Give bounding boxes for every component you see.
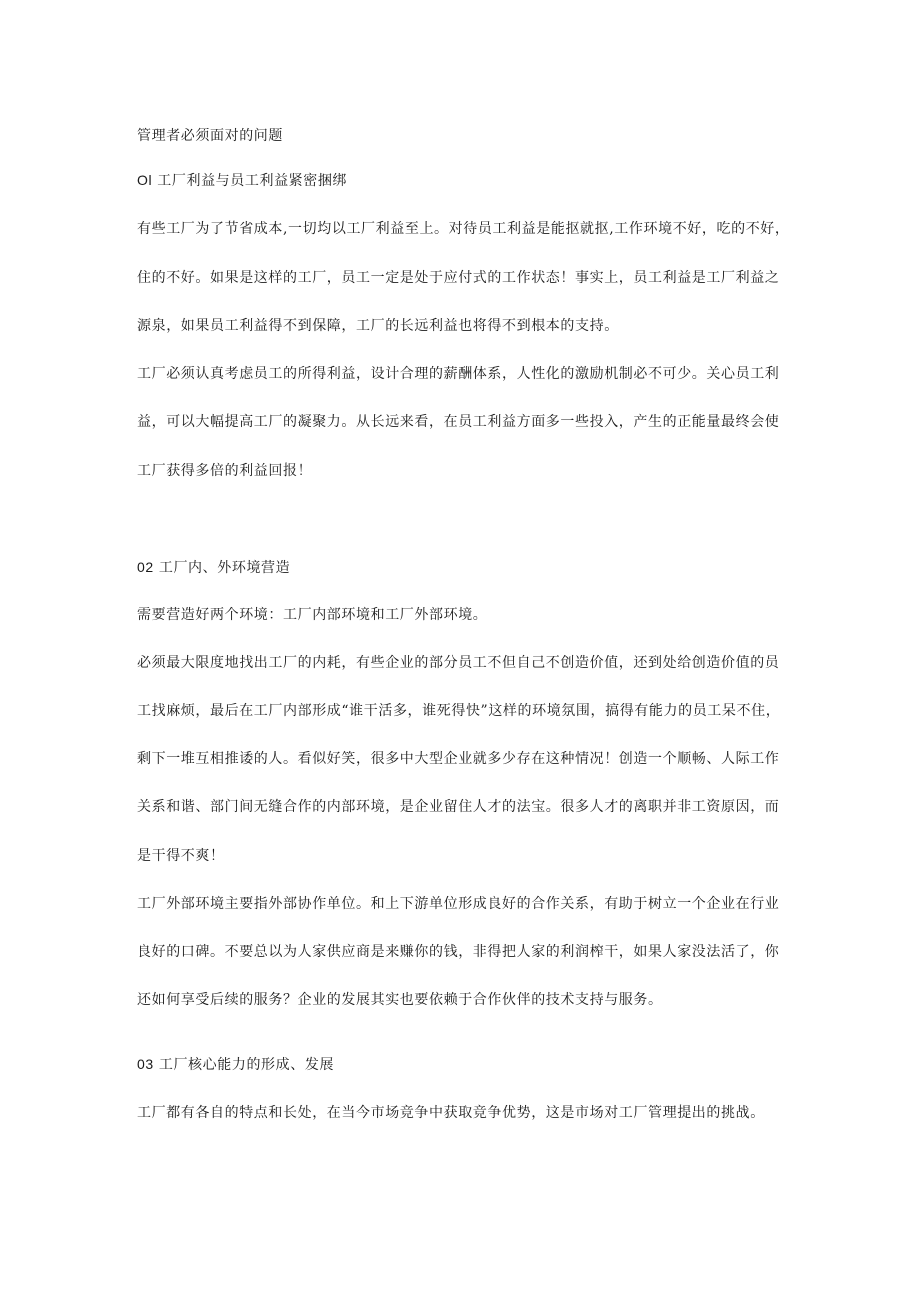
paragraph-line: 良好的口碑。不要总以为人家供应商是来赚你的钱，非得把人家的利润榨干，如果人家没法活了，你 [137,944,780,960]
paragraph-line: 工厂都有各自的特点和长处，在当今市场竞争中获取竞争优势，这是市场对工厂管理提出的挑战。 [137,1105,765,1121]
section-number: 02 [137,559,154,575]
section-heading-01 [137,170,347,191]
section-number: 03 [137,1056,154,1072]
paragraph-line: 工厂外部环境主要指外部协作单位。和上下游单位形成良好的合作关系，有助于树立一个企业在行业 [137,896,780,912]
paragraph-line: 关系和谐、部门间无缝合作的内部环境，是企业留住人才的法宝。很多人才的离职并非工资原因，而 [137,799,780,815]
paragraph-line: 还如何享受后续的服务？企业的发展其实也要依赖于合作伙伴的技术支持与服务。 [137,992,663,1008]
paragraph-line: 工找麻烦，最后在工厂内部形成“谁干活多，谁死得快”这样的环境氛围，搞得有能力的员工呆不住， [137,703,781,719]
paragraph-line: 源泉，如果员工利益得不到保障，工厂的长远利益也将得不到根本的支持。 [137,318,619,334]
section-number: Ol [137,172,153,188]
section-heading-text: 工厂内、外环境营造 [158,560,291,576]
paragraph-line: 必须最大限度地找出工厂的内耗，有些企业的部分员工不但自己不创造价值，还到处给创造价值的员 [137,655,780,671]
paragraph-line: 工厂必须认真考虑员工的所得利益，设计合理的薪酬体系，人性化的激励机制必不可少。关心员工利 [137,366,780,382]
section-heading-02 [137,557,290,578]
paragraph-line: 剩下一堆互相推诿的人。看似好笑，很多中大型企业就多少存在这种情况！创造一个顺畅、人际工作 [137,751,780,767]
section-heading-text: 工厂核心能力的形成、发展 [158,1057,335,1073]
document-title: 管理者必须面对的问题 [137,128,283,144]
paragraph-line: 有些工厂为了节省成本,一切均以工厂利益至上。对待员工利益是能抠就抠,工作环境不好，吃的不好， [137,221,790,237]
section-heading-03 [137,1054,334,1075]
paragraph-line: 需要营造好两个环境：工厂内部环境和工厂外部环境。 [137,607,488,623]
paragraph-line: 益，可以大幅提高工厂的凝聚力。从长远来看，在员工利益方面多一些投入，产生的正能量最终会使 [137,414,780,430]
paragraph-line: 是干得不爽！ [137,848,225,864]
paragraph-line: 住的不好。如果是这样的工厂，员工一定是处于应付式的工作状态！事实上，员工利益是工厂利益之 [137,270,780,286]
paragraph-line: 工厂获得多倍的利益回报！ [137,463,313,479]
section-heading-text: 工厂利益与员工利益紧密捆绑 [157,173,348,189]
